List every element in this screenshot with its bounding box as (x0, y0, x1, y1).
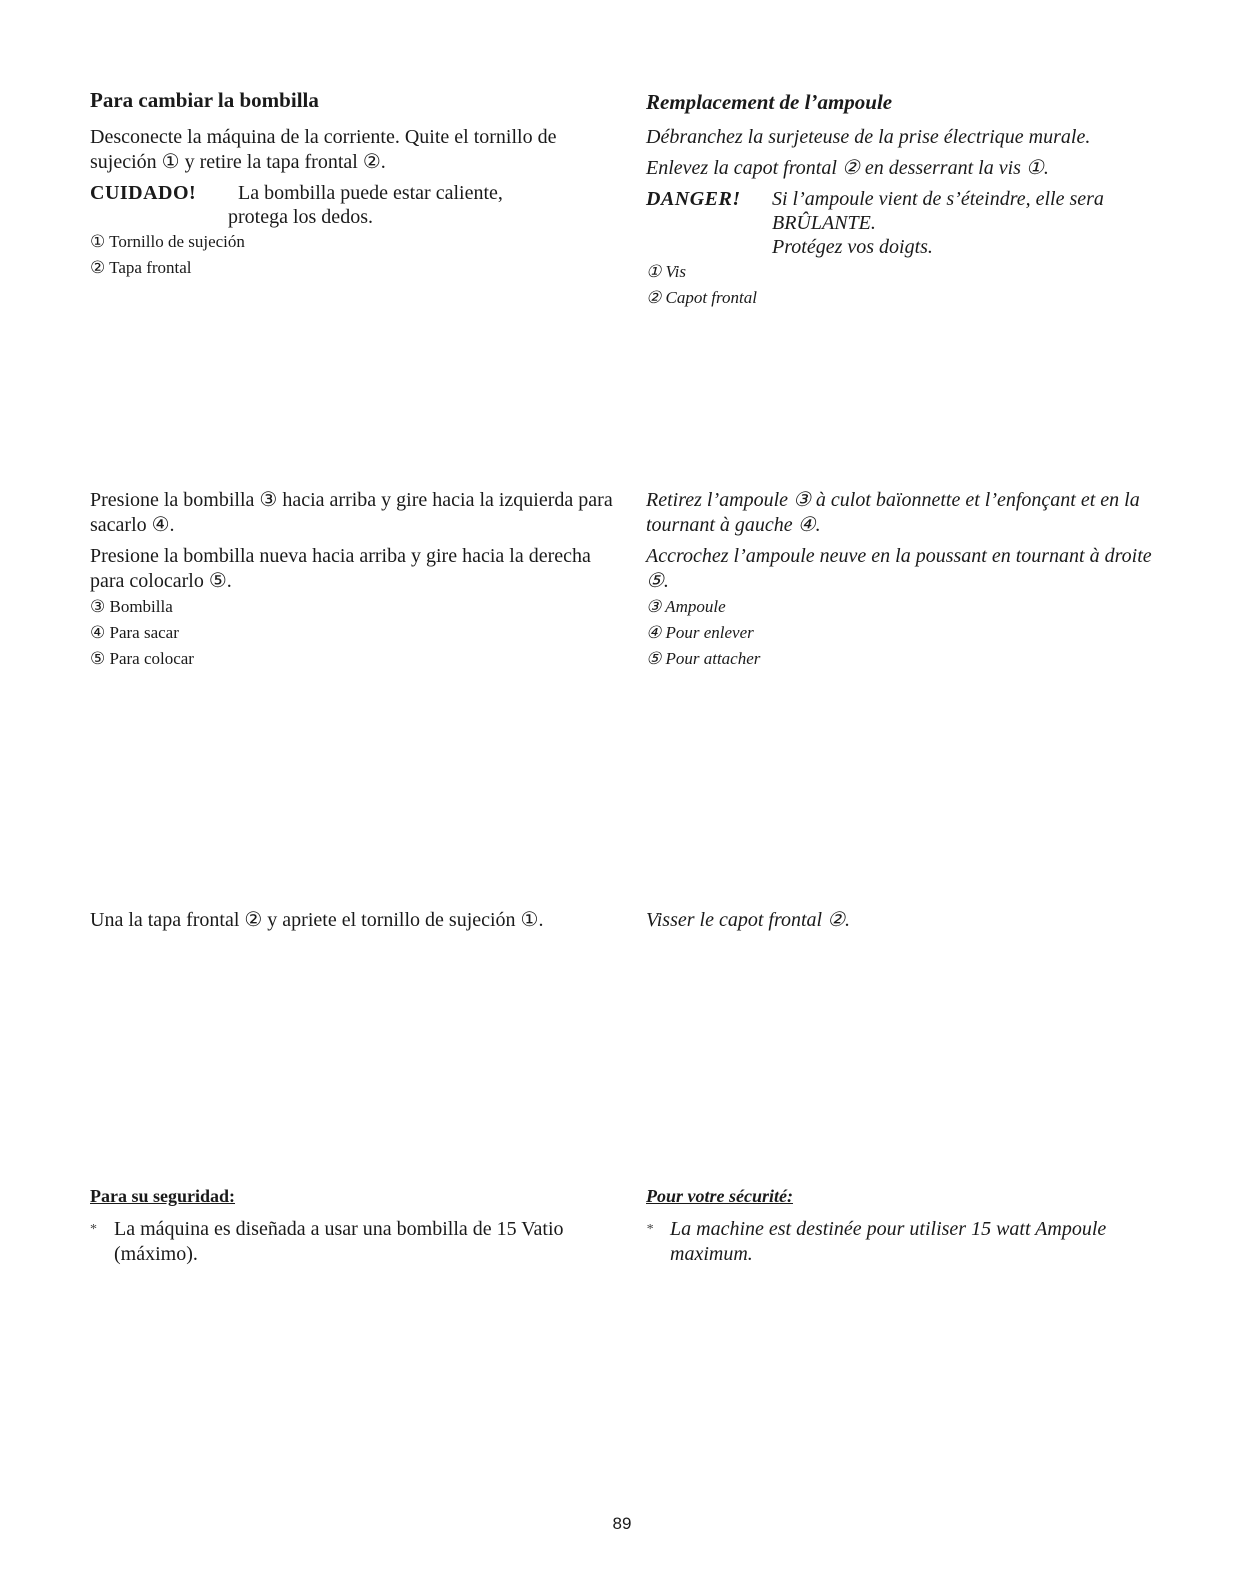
instruction-reattach-es: Una la tapa frontal ② y apriete el tornillo de sujeción ①. (90, 909, 544, 931)
safety-text-es: La máquina es diseñada a usar una bombilla de 15 Vatio (máximo). (114, 1218, 564, 1265)
section-bulb-replace-es (90, 488, 620, 672)
warning-label-es: CUIDADO! (90, 182, 197, 204)
safety-title-fr: Pour votre sécurité: (646, 1186, 793, 1206)
legend-list-fr (646, 259, 1176, 311)
legend-item: ④ Para sacar (90, 623, 179, 642)
warning-line-1-fr: Si l’ampoule vient de s’éteindre, elle sera (772, 188, 1104, 210)
instruction-install-bulb-es: Presione la bombilla nueva hacia arriba y gire hacia la derecha para colocarlo ⑤. (90, 545, 591, 592)
legend-item: ① Tornillo de sujeción (90, 232, 245, 251)
warning-block-fr (646, 187, 1176, 259)
section-reattach-fr (646, 908, 1176, 933)
instruction-reattach-fr: Visser le capot frontal ②. (646, 909, 851, 931)
warning-line-1-es: La bombilla puede estar caliente, (238, 182, 503, 204)
warning-label-fr: DANGER! (646, 188, 741, 210)
instruction-remove-cover-fr: Enlevez la capot frontal ② en desserrant la vis ①. (646, 157, 1049, 179)
instruction-disconnect-fr: Débranchez la surjeteuse de la prise électrique murale. (646, 126, 1091, 148)
legend-item: ⑤ Pour attacher (646, 649, 761, 668)
section-title-fr: Remplacement de l’ampoule (646, 90, 893, 114)
warning-line-2-es: protega los dedos. (228, 206, 373, 228)
instruction-remove-bulb-fr: Retirez l’ampoule ③ à culot baïonnette et l’enfonçant et en la tournant à gauche ④. (646, 489, 1140, 536)
safety-note-es (90, 1217, 620, 1267)
instruction-remove-bulb-es: Presione la bombilla ③ hacia arriba y gire hacia la izquierda para sacarlo ④. (90, 489, 613, 536)
instruction-install-bulb-fr: Accrochez l’ampoule neuve en la poussant en tournant à droite ⑤. (646, 545, 1152, 592)
legend-list-es (90, 229, 620, 281)
section-reattach-es (90, 908, 620, 933)
instruction-disconnect-es: Desconecte la máquina de la corriente. Quite el tornillo de sujeción ① y retire la tapa frontal ②. (90, 126, 557, 173)
legend-item: ② Capot frontal (646, 288, 757, 307)
section-title-es: Para cambiar la bombilla (90, 88, 319, 112)
warning-line-3-fr: Protégez vos doigts. (772, 236, 933, 258)
safety-title-es: Para su seguridad: (90, 1186, 236, 1206)
bullet-star: * (90, 1222, 97, 1237)
legend-item: ⑤ Para colocar (90, 649, 194, 668)
legend-item: ② Tapa frontal (90, 258, 192, 277)
legend-item: ③ Bombilla (90, 597, 173, 616)
legend-list-fr (646, 594, 1176, 672)
section-bulb-replace-fr (646, 488, 1176, 672)
page-number: 89 (612, 1514, 632, 1533)
safety-note-fr (646, 1217, 1176, 1267)
warning-block-es (90, 181, 620, 205)
bullet-star: * (646, 1222, 653, 1237)
section-bulb-change-es (90, 88, 620, 281)
safety-text-fr: La machine est destinée pour utiliser 15 watt Ampoule maximum. (670, 1218, 1107, 1265)
legend-item: ① Vis (646, 262, 686, 281)
section-bulb-change-fr (646, 90, 1176, 311)
legend-item: ④ Pour enlever (646, 623, 754, 642)
legend-list-es (90, 594, 620, 672)
legend-item: ③ Ampoule (646, 597, 726, 616)
safety-section-fr (646, 1184, 1176, 1267)
warning-line-2-fr: BRÛLANTE. (772, 212, 876, 234)
safety-section-es (90, 1184, 620, 1267)
